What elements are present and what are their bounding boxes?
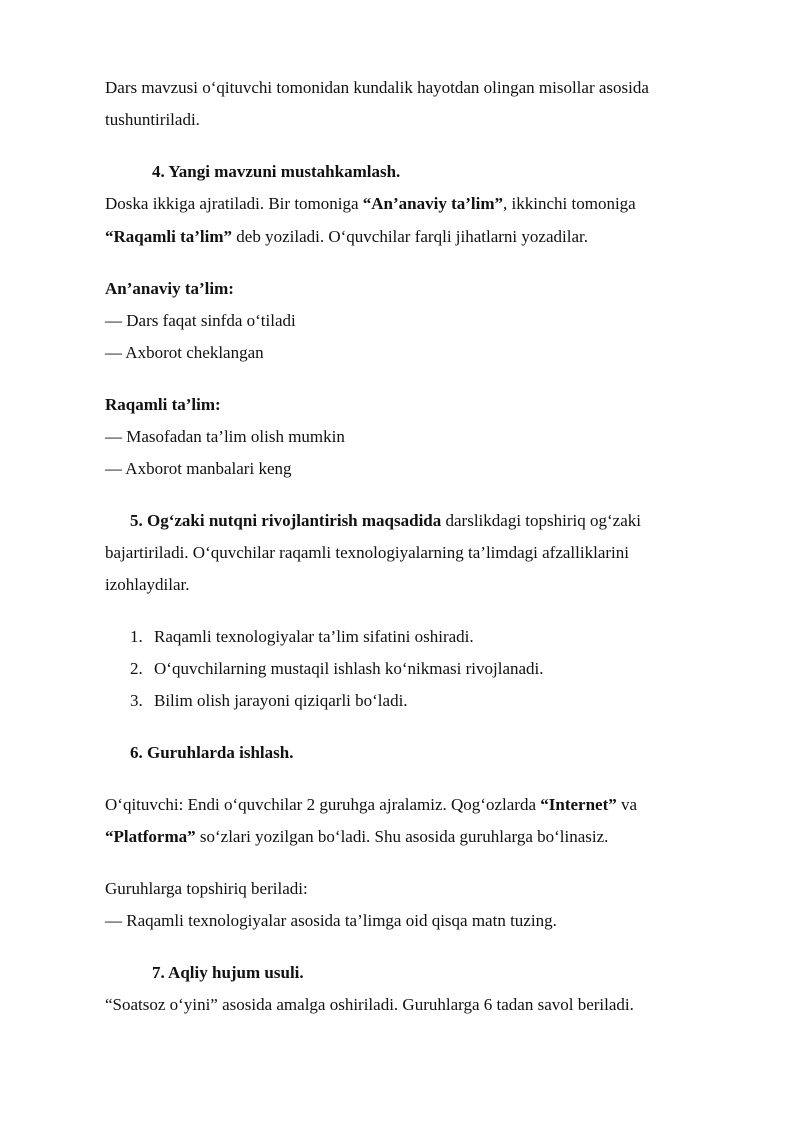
traditional-title: An’anaviy ta’lim: — [105, 279, 234, 298]
section-5-line-1: 5. Og‘zaki nutqni rivojlantirish maqsadida darslikdagi topshiriq og‘zaki — [130, 511, 641, 530]
task-item: — Raqamli texnologiyalar asosida ta’limga oid qisqa matn tuzing. — [105, 911, 557, 930]
section-4-paragraph-line-1: Doska ikkiga ajratiladi. Bir tomoniga “An’anaviy ta’lim”, ikkinchi tomoniga — [105, 194, 636, 213]
list-item: 3. Bilim olish jarayoni qiziqarli bo‘ladi. — [130, 691, 408, 710]
traditional-item: — Axborot cheklangan — [105, 343, 264, 362]
digital-title: Raqamli ta’lim: — [105, 395, 221, 414]
list-item: 1. Raqamli texnologiyalar ta’lim sifatini oshiradi. — [130, 627, 474, 646]
section-4-heading: 4. Yangi mavzuni mustahkamlash. — [152, 162, 401, 181]
intro-line-2: tushuntiriladi. — [105, 110, 200, 129]
task-intro: Guruhlarga topshiriq beriladi: — [105, 879, 308, 898]
digital-item: — Masofadan ta’lim olish mumkin — [105, 427, 345, 446]
section-7-heading: 7. Aqliy hujum usuli. — [152, 963, 304, 982]
section-6-paragraph-line-2: “Platforma” so‘zlari yozilgan bo‘ladi. Shu asosida guruhlarga bo‘linasiz. — [105, 827, 609, 846]
section-4-paragraph-line-2: “Raqamli ta’lim” deb yoziladi. O‘quvchilar farqli jihatlarni yozadilar. — [105, 227, 588, 246]
intro-line-1: Dars mavzusi o‘qituvchi tomonidan kundalik hayotdan olingan misollar asosida — [105, 78, 649, 97]
section-6-paragraph-line-1: O‘qituvchi: Endi o‘quvchilar 2 guruhga ajralamiz. Qog‘ozlarda “Internet” va — [105, 795, 638, 814]
digital-item: — Axborot manbalari keng — [105, 459, 292, 478]
section-5-line-3: izohlaydilar. — [105, 575, 190, 594]
section-6-heading: 6. Guruhlarda ishlash. — [130, 743, 294, 762]
section-7-text: “Soatsoz o‘yini” asosida amalga oshiriladi. Guruhlarga 6 tadan savol beriladi. — [105, 995, 634, 1014]
traditional-item: — Dars faqat sinfda o‘tiladi — [105, 311, 296, 330]
list-item: 2. O‘quvchilarning mustaqil ishlash ko‘nikmasi rivojlanadi. — [130, 659, 544, 678]
section-5-line-2: bajartiriladi. O‘quvchilar raqamli texnologiyalarning ta’limdagi afzalliklarini — [105, 543, 629, 562]
